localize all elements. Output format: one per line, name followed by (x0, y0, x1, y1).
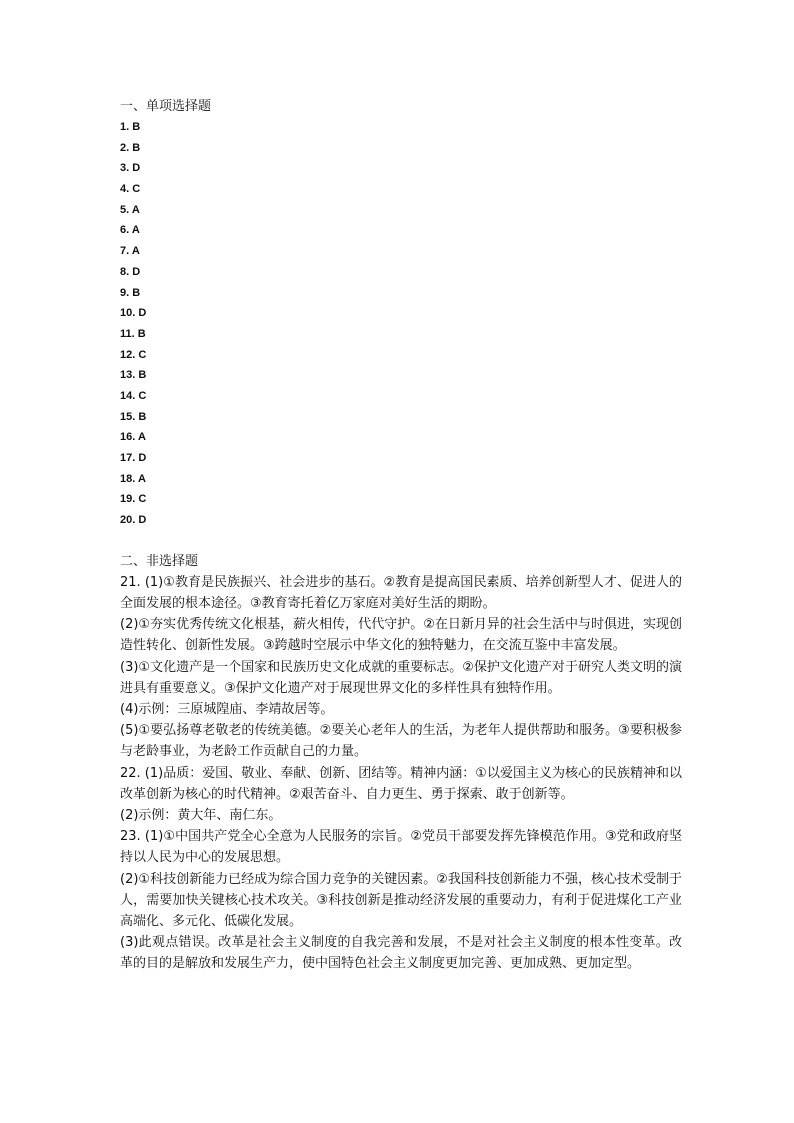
answer-item-18: 18. A (120, 472, 146, 485)
answer-sheet (120, 96, 682, 975)
multiple-choice-answer-list (120, 117, 682, 531)
answer-item-13: 13. B (120, 369, 147, 382)
answer-paragraph-22-2: (2)示例：黄大年、南仁东。 (120, 807, 282, 823)
answer-item-7: 7. A (120, 245, 140, 258)
section-heading-non-choice: 二、非选择题 (120, 553, 199, 569)
answer-paragraph-21-4: (4)示例：三原城隍庙、李靖故居等。 (120, 701, 334, 717)
answer-item-4: 4. C (120, 183, 141, 196)
answer-item-5: 5. A (120, 203, 140, 216)
answer-item-14: 14. C (120, 389, 147, 402)
answer-item-11: 11. B (120, 327, 146, 340)
answer-item-1: 1. B (120, 121, 141, 133)
answer-paragraph-23-1: 23. (1)①中国共产党全心全意为人民服务的宗旨。②党员干部要发挥先锋模范作用。③党和政府坚持以人民为中心的发展思想。 (120, 829, 682, 866)
answer-paragraph-21-1: 21. (1)①教育是民族振兴、社会进步的基石。②教育是提高国民素质、培养创新型人才、促进人的全面发展的根本途径。③教育寄托着亿万家庭对美好生活的期盼。 (120, 574, 682, 611)
answer-item-6: 6. A (120, 224, 140, 237)
answer-paragraph-21-5: (5)①要弘扬尊老敬老的传统美德。②要关心老年人的生活，为老年人提供帮助和服务。③要积极参与老龄事业，为老龄工作贡献自己的力量。 (120, 723, 682, 760)
answer-paragraph-22-1: 22. (1)品质：爱国、敬业、奉献、创新、团结等。精神内涵：①以爱国主义为核心的民族精神和以改革创新为核心的时代精神。②艰苦奋斗、自力更生、勇于探索、敢于创新等。 (120, 765, 682, 802)
section-heading-multiple-choice: 一、单项选择题 (120, 99, 212, 114)
answer-item-16: 16. A (120, 431, 146, 444)
answer-item-12: 12. C (120, 348, 147, 361)
answer-item-2: 2. B (120, 141, 141, 154)
answer-paragraph-21-3: (3)①文化遗产是一个国家和民族历史文化成就的重要标志。②保护文化遗产对于研究人类文明的演进具有重要意义。③保护文化遗产对于展现世界文化的多样性具有独特作用。 (120, 659, 682, 696)
answer-paragraph-21-2: (2)①夯实优秀传统文化根基，薪火相传，代代守护。②在日新月异的社会生活中与时俱进，实现创造性转化、创新性发展。③跨越时空展示中华文化的独特魅力，在交流互鉴中丰富发展。 (120, 617, 682, 654)
answer-item-17: 17. D (120, 452, 147, 464)
answer-item-15: 15. B (120, 410, 147, 423)
section-spacer (120, 531, 682, 551)
answer-item-8: 8. D (120, 265, 141, 278)
answer-paragraph-23-2: (2)①科技创新能力已经成为综合国力竞争的关键因素。②我国科技创新能力不强，核心技术受制于人，需要加快关键核心技术攻关。③科技创新是推动经济发展的重要动力，有利于促进煤化工产业高端化、多元化、低碳化发展。 (120, 871, 682, 929)
answer-paragraph-23-3: (3)此观点错误。改革是社会主义制度的自我完善和发展，不是对社会主义制度的根本性变革。改革的目的是解放和发展生产力，使中国特色社会主义制度更加完善、更加成熟、更加定型。 (120, 935, 682, 972)
answer-item-19: 19. C (120, 493, 147, 506)
answer-item-10: 10. D (120, 307, 147, 320)
answer-item-9: 9. B (120, 286, 141, 299)
answer-item-3: 3. D (120, 162, 141, 175)
answer-item-20: 20. D (120, 514, 147, 527)
